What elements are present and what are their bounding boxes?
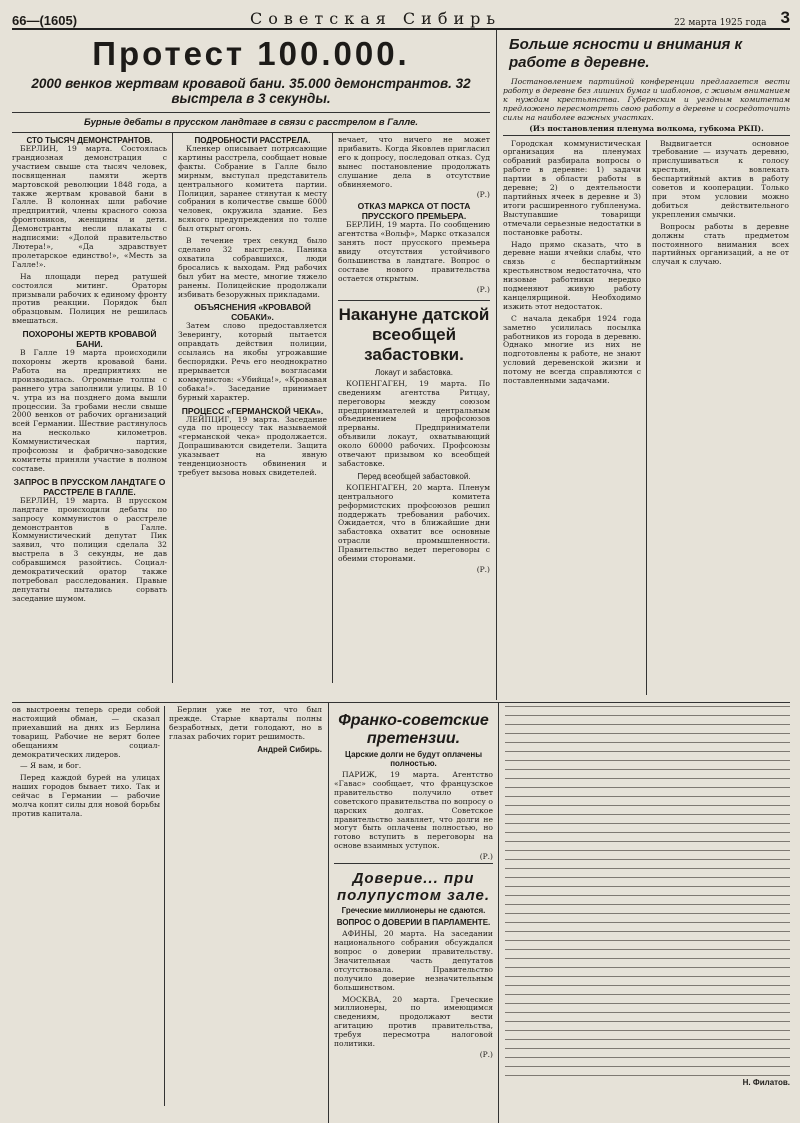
news-column <box>328 703 498 1123</box>
village-col-2 <box>646 140 789 695</box>
section-head: ОБЪЯСНЕНИЯ «КРОВАВОЙ СОБАКИ». <box>194 302 311 323</box>
article-paragraph: Городская коммунистическая организация на пленумах собраний разбирала вопросы о работе в деревне: 1) задачи партии в области работы в деревне; 2) о деятельности партийных ячеек в деревне и 3) итоги расширенного губпленума. Выступавшие товарищи отмечали серьезные недостатки в постановке работы. <box>503 139 641 237</box>
feuilleton-col-2 <box>164 706 322 1106</box>
village-headline: Больше ясности и внимания к работе в деревне. <box>509 36 743 71</box>
protest-subhead: 2000 венков жертвам кровавой бани. 35.000 демонстрантов. 32 выстрела в 3 секунды. <box>31 76 471 106</box>
greece-subhead: Греческие миллионеры не сдаются. <box>341 906 486 916</box>
franco-subhead: Царские долги не будут оплачены полностью. <box>344 750 483 768</box>
editorial-source: (Из постановления пленума волкома, губкома РКП). <box>529 123 764 133</box>
continuation-text-block <box>505 706 790 1076</box>
article-paragraph: Надо прямо сказать, что в деревне наши ячейки слабы, что связь с беспартийным крестьянством недостаточна, что низовые работники нередко подменяют живую работу канцелярщиной. Необходимо изжить этот недостаток. <box>503 239 641 311</box>
article-paragraph: — Я вам, и бог. <box>20 761 82 771</box>
masthead <box>12 6 790 30</box>
page-number: 3 <box>780 8 790 27</box>
denmark-headline: Накануне датской всеобщей забастовки. <box>338 304 490 364</box>
article-paragraph: КОПЕНГАГЕН, 20 марта. Пленум центрального комитета реформистских профсоюзов решил поддержать требования рабочих. Ожидается, что в ближайшие дни забастовка охватит все основные отрасли промышленности. Правительство ведет переговоры с обеими сторонами. <box>338 482 490 564</box>
article-paragraph: Кленкер описывает потрясающие картины расстрела, сообщает новые факты. Собрание в Галле было мирным, выступал представитель центрального комитета партии. Полиция, заранее стянутая к месту собрания в количестве свыше 6000 человек, окружила здание. Без всякого предупреждения по толпе был открыт огонь. <box>178 144 327 234</box>
protest-headline: Протест 100.000. <box>92 35 410 72</box>
byline: Андрей Сибирь. <box>257 744 322 754</box>
article-paragraph: БЕРЛИН, 19 марта. По сообщению агентства «Вольф», Маркс отказался занять пост прусского премьера ввиду отсутствия устойчивого большинства в ландтаге. Вопрос о составе нового правительства остается открытым. <box>338 220 490 283</box>
page-label: 66—(1605) <box>12 13 78 28</box>
article-paragraph: Перед каждой бурей на улицах наших городов бывает тихо. Так и сейчас в Германии — рабочие молча копят силы для новой борьбы против капитала. <box>12 773 160 818</box>
source-tag: (Р.) <box>476 284 490 294</box>
protest-section-head: Бурные дебаты в прусском ландтаге в связи с расстрелом в Галле. <box>12 112 490 128</box>
article-paragraph: ов выстроены теперь среди собой настоящий обман, — сказал приехавший на днях из Берлина товарищ. Рабочие не верят более обещаниям социал-демократических лидеров. <box>12 706 160 759</box>
article-paragraph: АФИНЫ, 20 марта. На заседании национального собрания обсуждался вопрос о доверии правительству. Значительная часть депутатов отсутствовала. Правительство получило доверие незначительным большинством. <box>334 929 493 992</box>
article-paragraph: вечает, что ничего не может прибавить. Когда Яковлев пригласил его к допросу, последовал отказ. Суд вынес постановление продолжать слушание дела в отсутствие обвиняемого. <box>338 135 490 189</box>
article-paragraph: МОСКВА, 20 марта. Греческие миллионеры, по имеющимся сведениям, продолжают вести агитацию против правительства, требуя пересмотра налоговой политики. <box>334 994 493 1049</box>
article-paragraph: Затем слово предоставляется Зеверингу, который пытается оправдать действия полиции, ссылаясь на якобы угрожавшие беспорядки. Речь его неоднократно прерывается возгласами коммунистов: «Убийца!», «Кровавая собака!». Заседание принимает бурный характер. <box>178 321 327 402</box>
section-head: ПОХОРОНЫ ЖЕРТВ КРОВАВОЙ БАНИ. <box>22 329 157 350</box>
paper-title: Советская Сибирь <box>250 9 502 28</box>
source-tag: (Р.) <box>479 1049 493 1059</box>
denmark-subhead: Локаут и забастовка. <box>375 367 453 377</box>
article-paragraph: На площади перед ратушей состоялся митинг. Ораторы призывали рабочих к единому фронту против реакции. Порядок был образцовым. Полиция не решилась вмешаться. <box>12 271 167 326</box>
section-head: ЗАПРОС В ПРУССКОМ ЛАНДТАГЕ О РАССТРЕЛЕ В ГАЛЛЕ. <box>13 476 166 497</box>
article-paragraph: В течение трех секунд было сделано 32 выстрела. Паника охватила собравшихся, люди бросались к выходам. Ряд рабочих был убит на месте, многие тяжело ранены. Полицейские продолжали избивать безоружных прикладами. <box>178 236 327 299</box>
greece-headline: Доверие... при полупустом зале. <box>336 870 491 905</box>
franco-headline: Франко-советские претензии. <box>338 712 489 747</box>
source-tag: (Р.) <box>476 565 490 574</box>
article-paragraph: БЕРЛИН, 19 марта. Состоялась грандиозная демонстрация с участием свыше ста тысяч человек, посвященная памяти жертв мартовской революции 1848 года, а также жертвам кровавой бани в Галле. В колоннах шли рабочие предприятий, члены красного союза фронтовиков, женщины и дети. Демонстранты несли плакаты с надписями: «Долой правительство Лютера!», «Да здравствует пролетарское единство!», «Месть за Галле!». <box>12 144 167 269</box>
issue-date: 22 марта 1925 года <box>674 18 767 28</box>
section-head: ОТКАЗ МАРКСА ОТ ПОСТА ПРУССКОГО ПРЕМЬЕРА. <box>357 201 471 222</box>
article-paragraph: С начала декабря 1924 года заметно усилилась посылка работников из города в деревню. Однако многие из них не подготовлены к работе, не знают условий деревенской жизни и потому не всегда справляются с поставленными задачами. <box>503 313 641 386</box>
feuilleton-col-1 <box>12 706 164 1106</box>
section-head: ПОДРОБНОСТИ РАССТРЕЛА. <box>194 136 311 145</box>
denmark-article <box>338 300 490 574</box>
source-tag: (Р.) <box>476 190 490 200</box>
protest-col-3 <box>332 133 490 683</box>
editorial-text: Постановлением партийной конференции предлагается вести работу в деревне без лишних бумаг и шаблонов, с живым вниманием к нуждам крестьянства. Губернским и уездным комитетам предложено пересмотреть свою работу в деревне и сосредоточить силы на наиболее важных участках. <box>503 77 790 122</box>
village-continuation <box>498 703 790 1123</box>
protest-col-1 <box>12 133 172 683</box>
article-paragraph: Берлин уже не тот, что был прежде. Старые кварталы полны безработных, дети голодают, но в глазах рабочих горит решимость. <box>169 706 322 741</box>
greece-section-head: ВОПРОС О ДОВЕРИИ В ПАРЛАМЕНТЕ. <box>336 918 491 928</box>
village-col-1 <box>503 140 646 695</box>
section-head: ПРОЦЕСС «ГЕРМАНСКОЙ ЧЕКА». <box>181 405 324 416</box>
feuilleton-article <box>12 703 328 1123</box>
village-byline: Н. Филатов. <box>742 1078 790 1087</box>
article-paragraph: В Галле 19 марта происходили похороны жертв кровавой бани. Работа на предприятиях не производилась. Огромные толпы с раннего утра заполнили улицы. В 10 ч. утра из на позднего дома вышли процессии. За гробами несли свыше 2000 венков от рабочих организаций всей Германии. Шествие растянулось на несколько километров. Коммунистическая партия, профсоюзы и фабрично-заводские комитеты приняли участие в полном составе. <box>12 348 167 473</box>
article-paragraph: БЕРЛИН, 19 марта. В прусском ландтаге происходили дебаты по запросу коммунистов о расстреле демонстрантов в Галле. Коммунистический депутат Пик заявил, что полиция сделала 32 выстрела в 3 секунды, не дав собравшимся разойтись. Социал-демократический оратор также потребовал расследования. Правые депутаты пытались сорвать заседание шумом. <box>12 495 167 603</box>
denmark-subhead-2: Перед всеобщей забастовкой. <box>357 471 471 481</box>
upper-section <box>12 30 790 700</box>
protest-article <box>12 30 496 700</box>
article-paragraph: Вопросы работы в деревне должны стать предметом постоянного внимания всех партийных организаций, а не от случая к случаю. <box>652 221 789 267</box>
village-article <box>496 30 790 700</box>
lower-section <box>12 702 790 1123</box>
protest-col-2 <box>172 133 332 683</box>
source-tag: (Р.) <box>479 852 493 862</box>
section-head: СТО ТЫСЯЧ ДЕМОНСТРАНТОВ. <box>26 136 153 145</box>
article-paragraph: Выдвигается основное требование — изучать деревню, прислушиваться к голосу крестьян, вовлекать беспартийный актив в работу советов и кооперации. Только при этом условии можно добиться действительного укрепления смычки. <box>652 139 789 219</box>
article-paragraph: КОПЕНГАГЕН, 19 марта. По сведениям агентства Ритцау, переговоры между союзом предпринимателей и центральным объединением профсоюзов прерваны. Предприниматели объявили локаут, охватывающий около 60000 рабочих. Профсоюзы отвечают призывом ко всеобщей забастовке. <box>338 378 490 468</box>
article-paragraph: ПАРИЖ, 19 марта. Агентство «Гавас» сообщает, что французское правительство получило ответ советского правительства по вопросу о царских долгах. Советское правительство заявляет, что долги не могут быть оплачены полностью, но готово вступить в переговоры на основе взаимных уступок. <box>334 770 493 851</box>
article-paragraph: ЛЕЙПЦИГ, 19 марта. Заседание суда по процессу так называемой «германской чека» продолжается. Допрашиваются свидетели. Защита указывает на явную тенденциозность обвинения и требует вызова новых свидетелей. <box>178 414 327 477</box>
